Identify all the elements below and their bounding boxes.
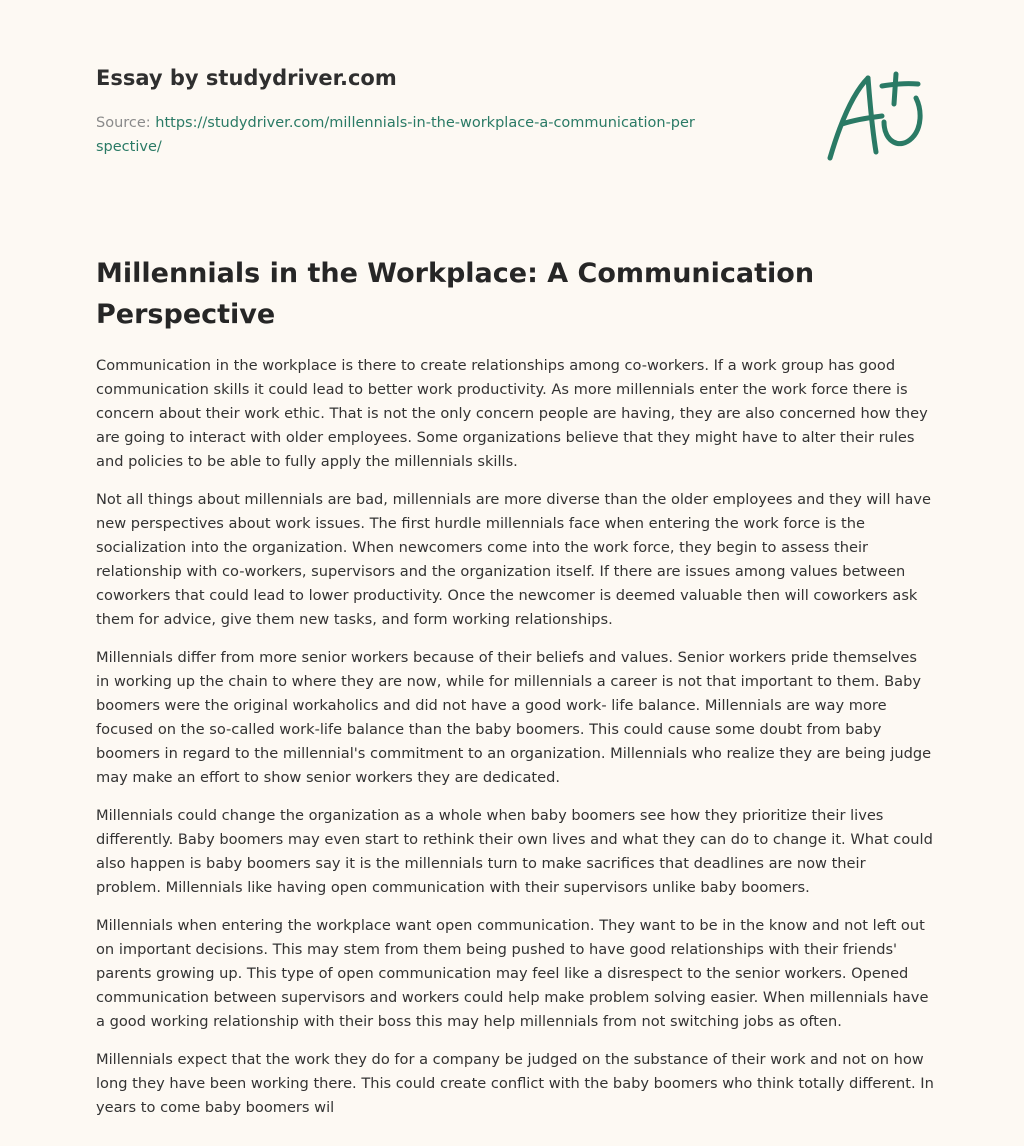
paragraph: Communication in the workplace is there to create relationships among co-workers. If a work group has good communication skills it could lead to better work productivity. As more millennials enter the work force there is concern about their work ethic. That is not the only concern people are having, they are also concerned how they are going to interact with older employees. Some organizations believe that they might have to alter their rules and policies to be able to fully apply the millennials skills. (96, 357, 928, 470)
paragraph: Millennials expect that the work they do for a company be judged on the substance of their work and not on how long they have been working there. This could create conflict with the baby boomers who think totally different. In years to come baby boomers wil (96, 1051, 934, 1116)
paragraph: Millennials when entering the workplace want open communication. They want to be in the know and not left out on important decisions. This may stem from them being pushed to have good relationships with their friends' parents growing up. This type of open communication may feel like a disrespect to the senior workers. Opened communication between supervisors and workers could help make problem solving easier. When millennials have a good working relationship with their boss this may help millennials from not switching jobs as often. (96, 917, 929, 1030)
source-link[interactable]: https://studydriver.com/millennials-in-the-workplace-a-communication-perspective/ (96, 115, 695, 155)
paragraph: Not all things about millennials are bad, millennials are more diverse than the older employees and they will have new perspectives about work issues. The first hurdle millennials face when entering the work force is the socialization into the organization. When newcomers come into the work force, they begin to assess their relationship with co-workers, supervisors and the organization itself. If there are issues among values between coworkers that could lead to lower productivity. Once the newcomer is deemed valuable then will coworkers ask them for advice, give them new tasks, and form working relationships. (96, 491, 931, 628)
source-line (96, 111, 696, 159)
essay-body (96, 354, 934, 1134)
document-title: Millennials in the Workplace: A Communication Perspective (96, 258, 815, 330)
site-title: Essay by studydriver.com (96, 66, 397, 90)
paragraph: Millennials differ from more senior workers because of their beliefs and values. Senior workers pride themselves in working up the chain to where they are now, while for millennials a career is not that important to them. Baby boomers were the original workaholics and did not have a good work- life balance. Millennials are way more focused on the so-called work-life balance than the baby boomers. This could cause some doubt from baby boomers in regard to the millennial's commitment to an organization. Millennials who realize they are being judge may make an effort to show senior workers they are dedicated. (96, 649, 932, 786)
a-plus-grade-icon (820, 64, 932, 168)
paragraph: Millennials could change the organization as a whole when baby boomers see how they prioritize their lives differently. Baby boomers may even start to rethink their own lives and what they can do to change it. What could also happen is baby boomers say it is the millennials turn to make sacrifices that deadlines are now their problem. Millennials like having open communication with their supervisors unlike baby boomers. (96, 807, 933, 896)
source-label: Source: (96, 115, 156, 131)
